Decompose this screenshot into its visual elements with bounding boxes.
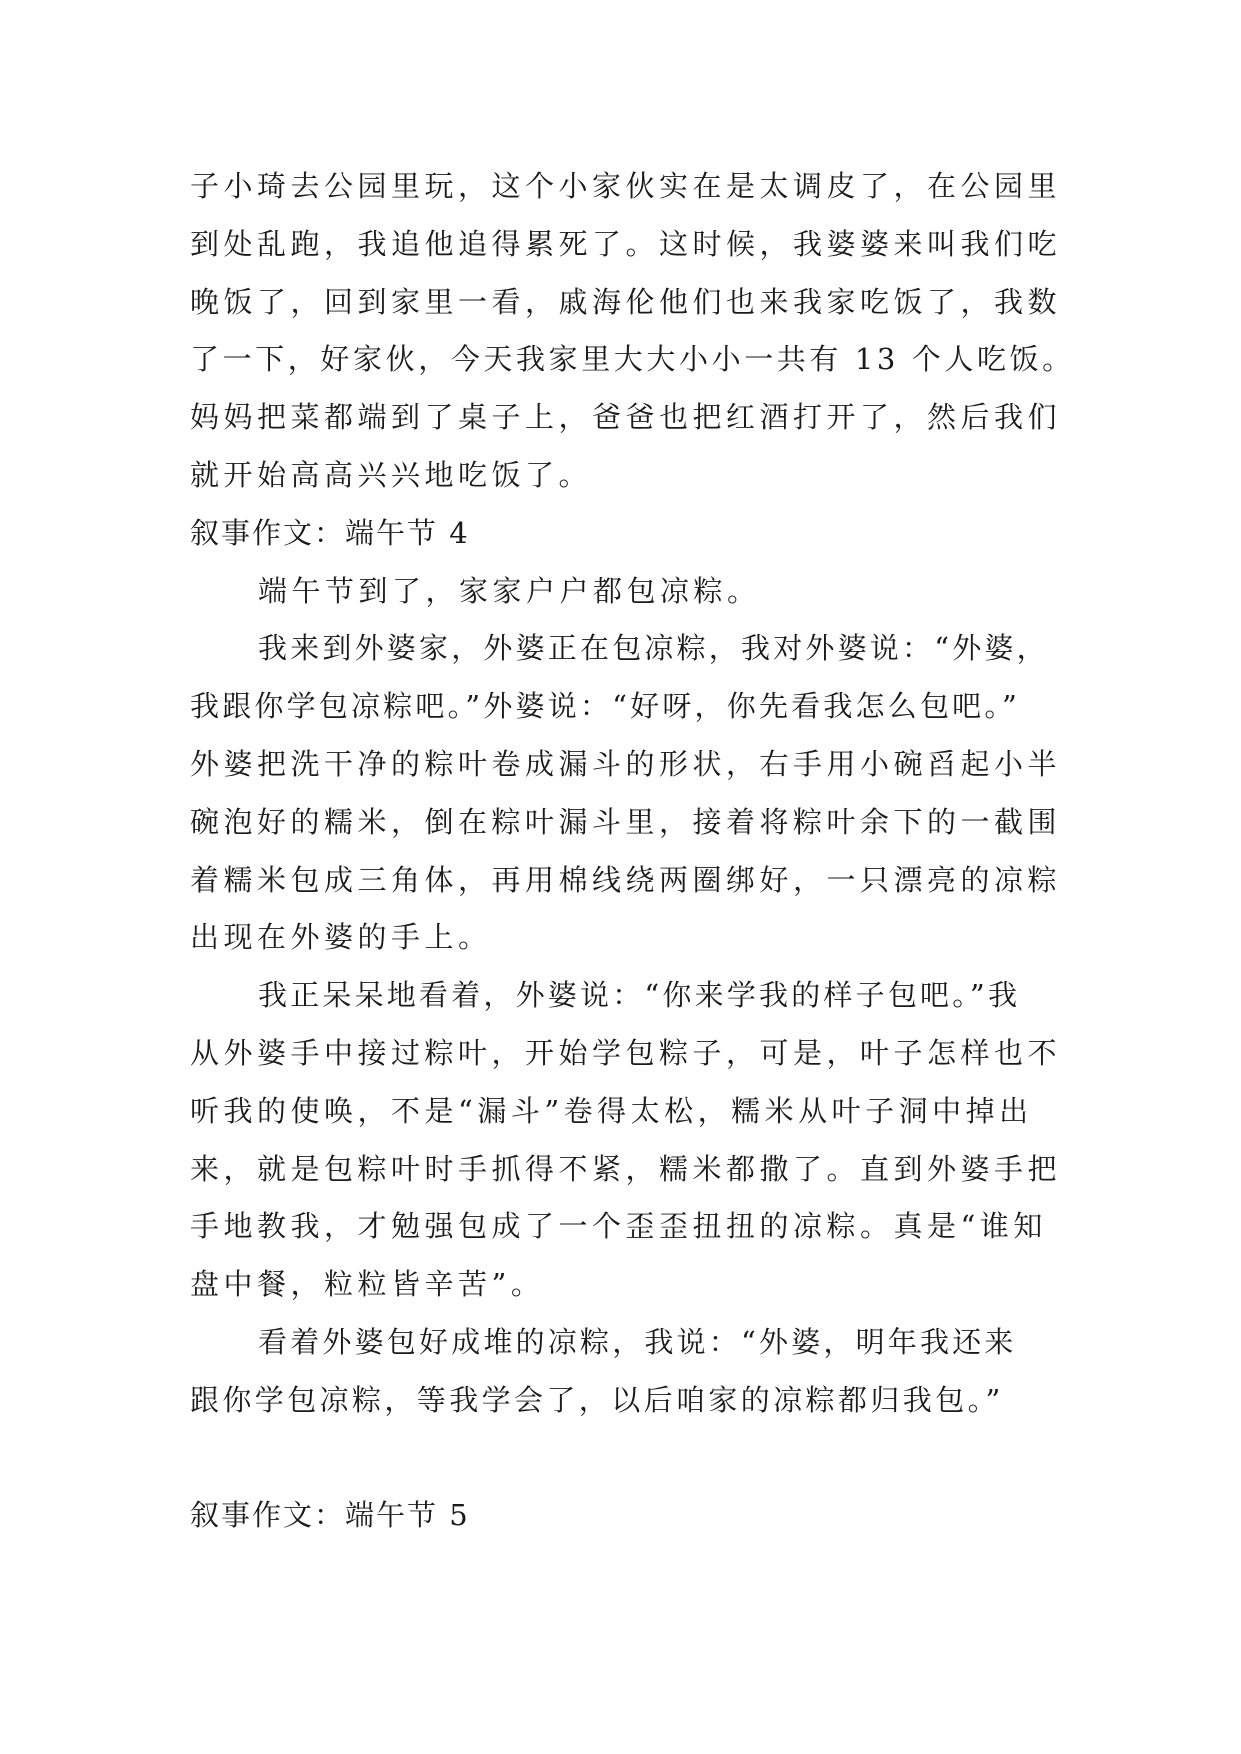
essay-4-paragraph-1 [190, 563, 1060, 621]
text-line: 来，就是包粽叶时手抓得不紧，糯米都撒了。直到外婆手把 [190, 1151, 1062, 1186]
essay-4-paragraph-4 [190, 1314, 1060, 1430]
text-line: 我跟你学包凉粽吧。”外婆说：“好呀，你先看我怎么包吧。” [190, 689, 1021, 724]
text-line: 手地教我，才勉强包成了一个歪歪扭扭的凉粽。真是“谁知 [190, 1209, 1047, 1244]
text-line: 晚饭了，回到家里一看，戚海伦他们也来我家吃饭了，我数 [190, 284, 1062, 319]
text-line: 就开始高高兴兴地吃饭了。 [190, 457, 593, 492]
text-line: 着糯米包成三角体，再用棉线绕两圈绑好，一只漂亮的凉粽 [190, 862, 1062, 897]
essay-4-heading: 叙事作文：端午节 4 [190, 515, 470, 550]
essay-4-paragraph-3 [190, 967, 1060, 1314]
text-line: 听我的使唤，不是“漏斗”卷得太松，糯米从叶子洞中掉出 [190, 1093, 1033, 1128]
text-line: 了一下，好家伙，今天我家里大大小小一共有 13 个人吃饭。 [190, 342, 1075, 377]
text-line: 子小琦去公园里玩，这个小家伙实在是太调皮了，在公园里 [190, 169, 1062, 203]
text-line: 到处乱跑，我追他追得累死了。这时候，我婆婆来叫我们吃 [190, 226, 1062, 261]
text-line: 看着外婆包好成堆的凉粽，我说：“外婆，明年我还来 [258, 1324, 1017, 1359]
text-line: 妈妈把菜都端到了桌子上，爸爸也把红酒打开了，然后我们 [190, 400, 1062, 435]
essay-4-paragraph-2 [190, 620, 1060, 967]
text-line: 外婆把洗干净的粽叶卷成漏斗的形状，右手用小碗舀起小半 [190, 746, 1062, 781]
text-line: 碗泡好的糯米，倒在粽叶漏斗里，接着将粽叶余下的一截围 [190, 804, 1062, 839]
text-line: 我来到外婆家，外婆正在包凉粽，我对外婆说：“外婆， [258, 631, 1049, 666]
text-line: 盘中餐，粒粒皆辛苦”。 [190, 1267, 545, 1302]
text-line: 我正呆呆地看着，外婆说：“你来学我的样子包吧。”我 [258, 978, 1021, 1013]
blank-line [190, 1430, 1060, 1488]
text-line: 出现在外婆的手上。 [190, 920, 492, 955]
text-line: 端午节到了，家家户户都包凉粽。 [258, 573, 761, 608]
text-line: 从外婆手中接过粽叶，开始学包粽子，可是，叶子怎样也不 [190, 1035, 1062, 1070]
document-page [190, 158, 1075, 1545]
continuation-paragraph [190, 158, 1075, 505]
essay-5-heading: 叙事作文：端午节 5 [190, 1498, 470, 1533]
text-line: 跟你学包凉粽，等我学会了，以后咱家的凉粽都归我包。” [190, 1382, 1004, 1417]
